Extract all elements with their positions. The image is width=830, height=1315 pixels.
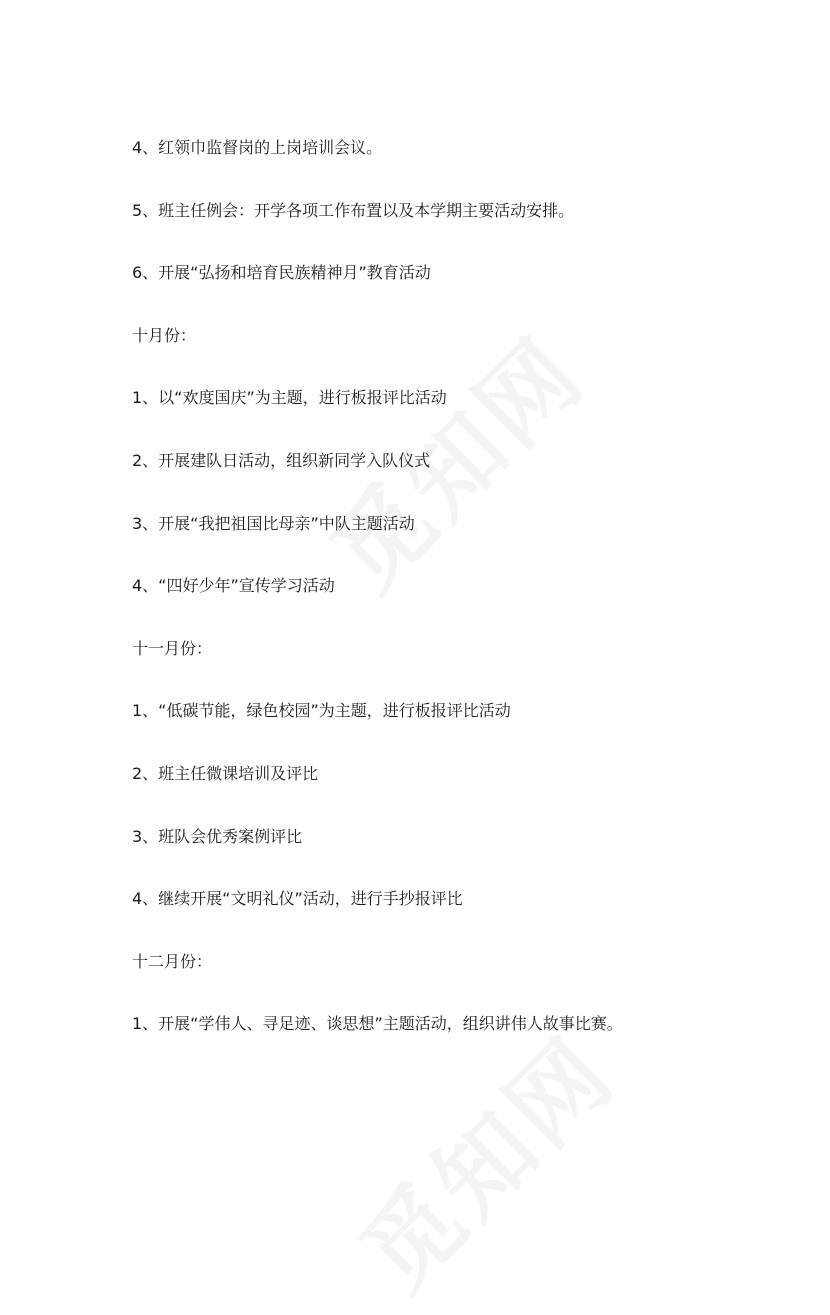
text-line: 6、开展“弘扬和培育民族精神月”教育活动 [132, 263, 431, 283]
text-line: 1、开展“学伟人、寻足迹、谈思想”主题活动，组织讲伟人故事比赛。 [132, 1014, 623, 1034]
text-line: 4、红领巾监督岗的上岗培训会议。 [132, 138, 383, 157]
text-line: 3、开展“我把祖国比母亲”中队主题活动 [132, 513, 415, 533]
text-line: 4、“四好少年”宣传学习活动 [132, 576, 335, 596]
text-line: 4、继续开展“文明礼仪”活动，进行手抄报评比 [132, 889, 463, 909]
text-line: 5、班主任例会：开学各项工作布置以及本学期主要活动安排。 [132, 200, 575, 220]
text-line: 1、“低碳节能，绿色校园”为主题，进行板报评比活动 [132, 701, 511, 721]
section-heading: 十二月份： [132, 951, 213, 971]
section-heading: 十月份： [132, 325, 197, 345]
text-line: 1、以“欢度国庆”为主题，进行板报评比活动 [132, 388, 447, 408]
text-line: 2、班主任微课培训及评比 [132, 763, 319, 783]
document-body [132, 135, 623, 1074]
text-line: 2、开展建队日活动，组织新同学入队仪式 [132, 450, 431, 470]
text-line: 3、班队会优秀案例评比 [132, 826, 303, 846]
section-heading: 十一月份： [132, 638, 213, 658]
